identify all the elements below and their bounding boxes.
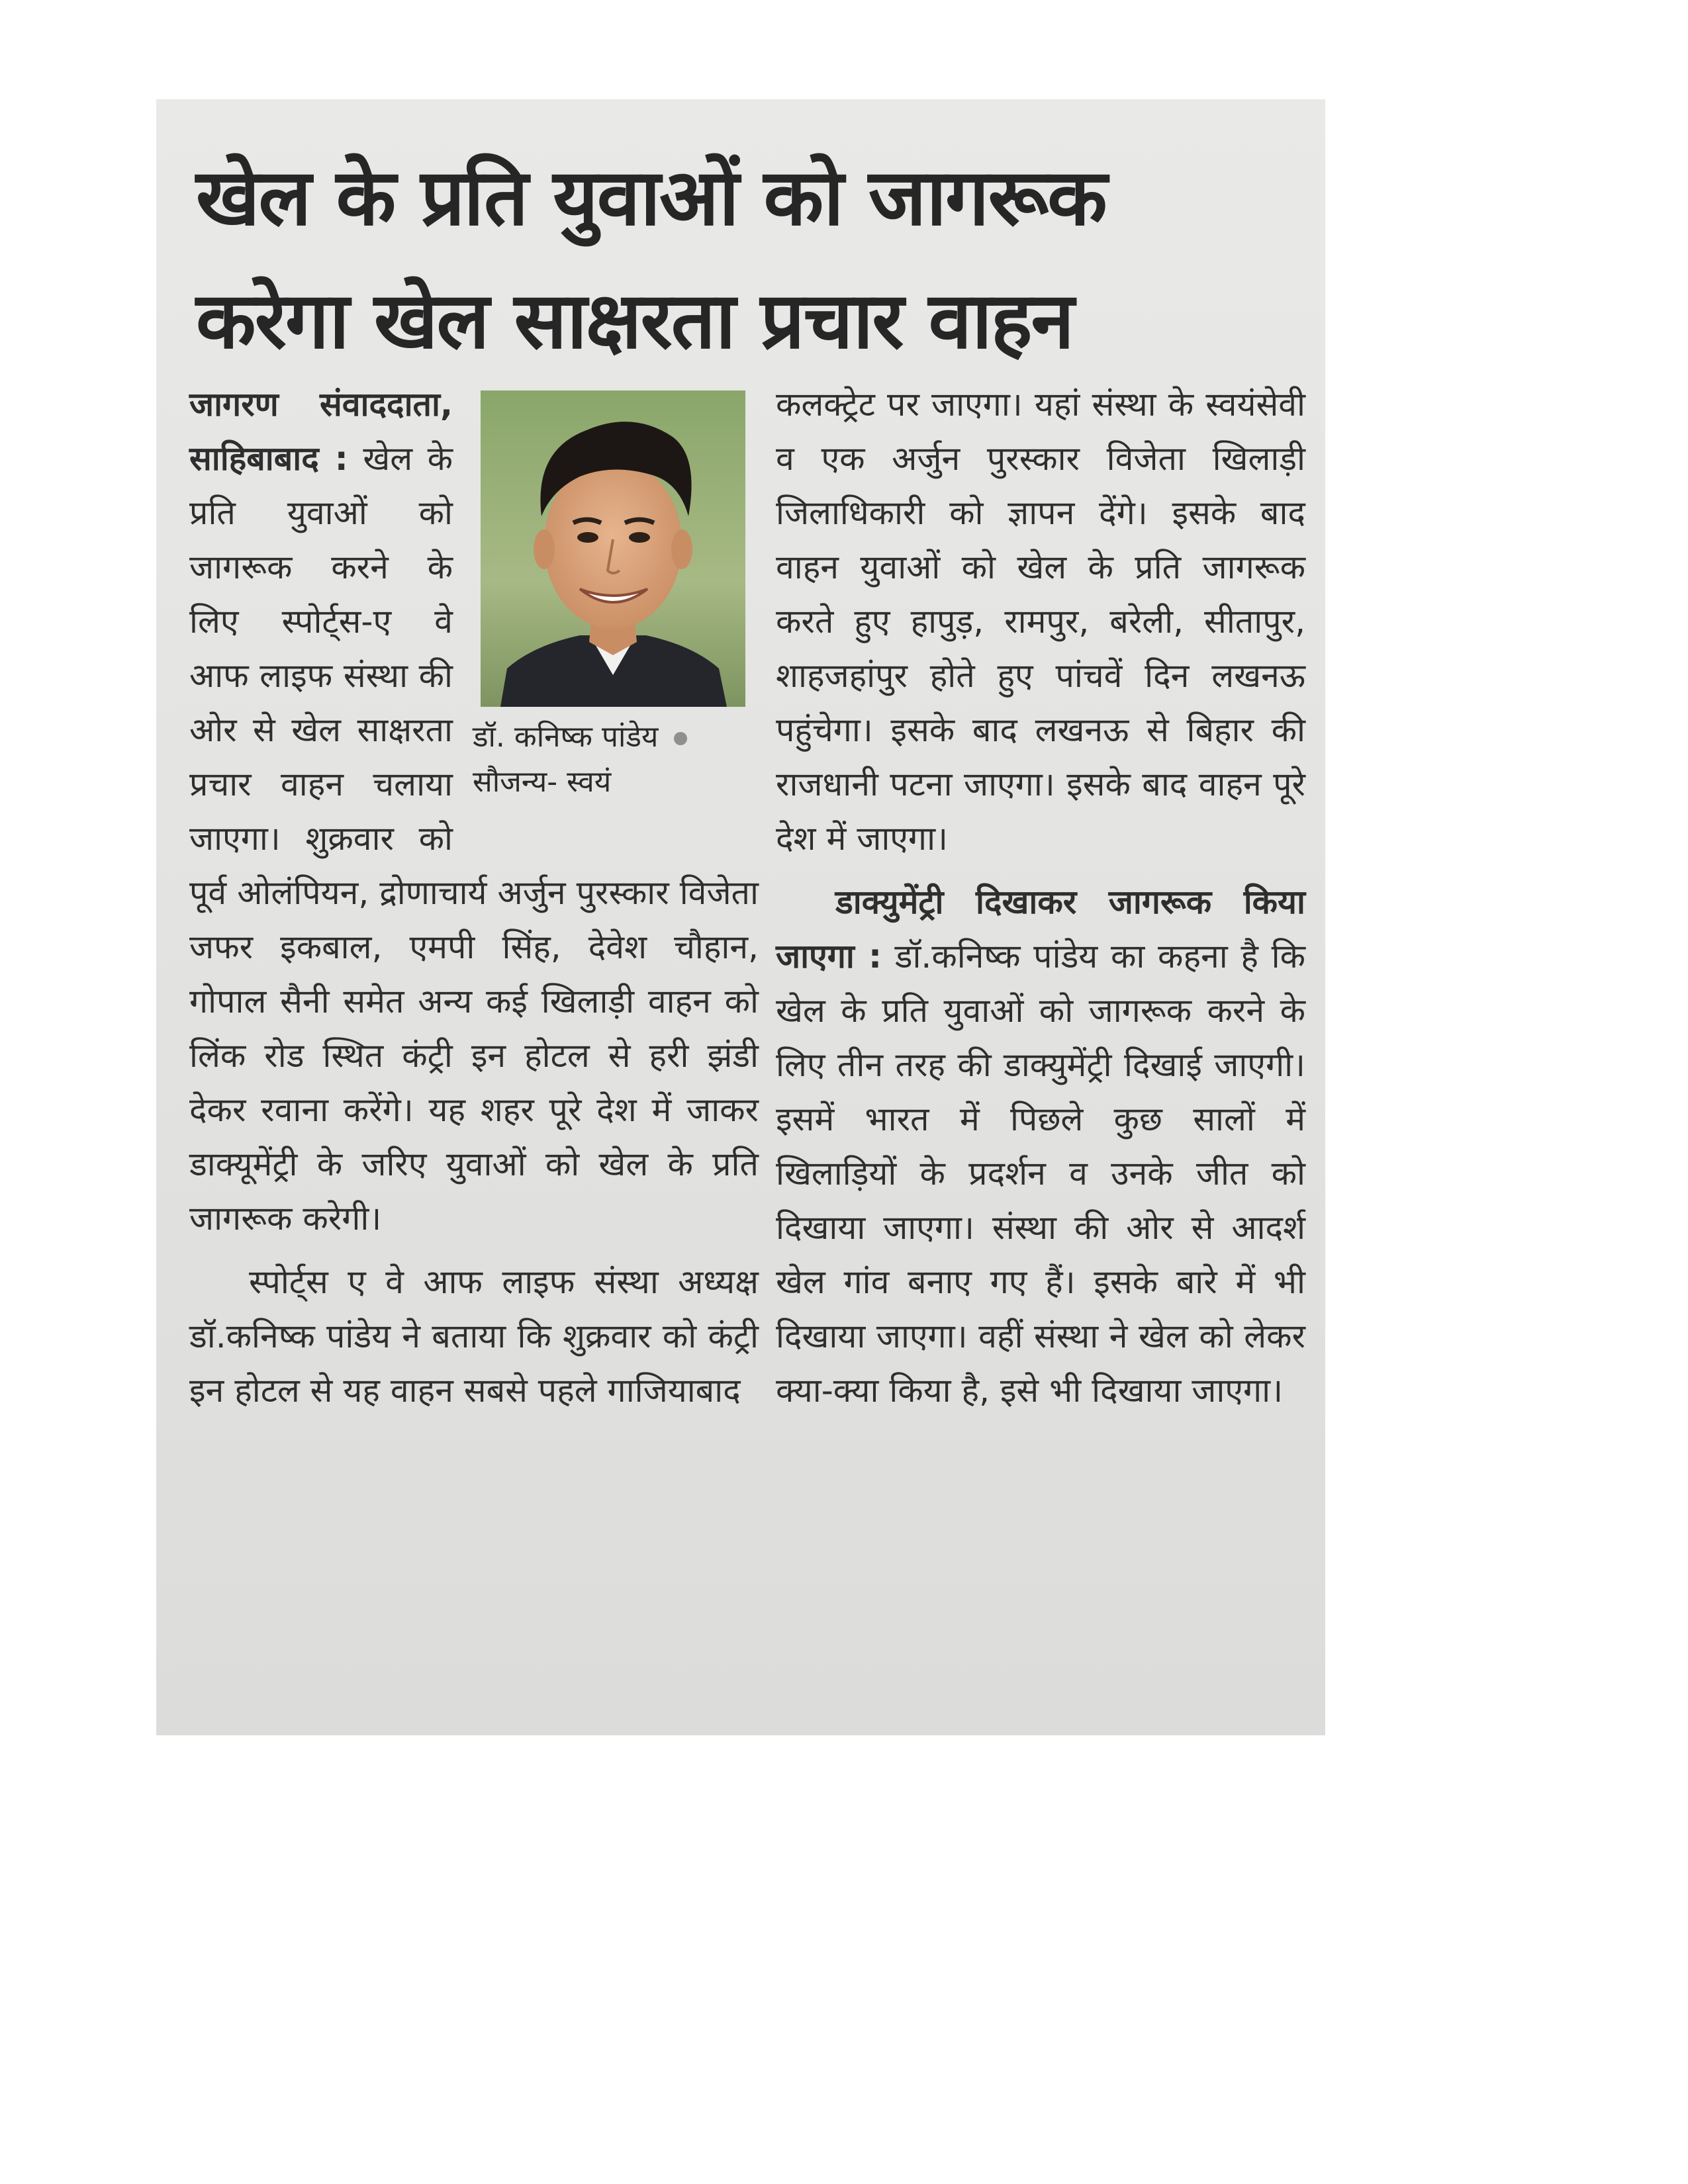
paragraph-3-text: डॉ.कनिष्क पांडेय का कहना है कि खेल के प्रति युवाओं को जागरूक करने के लिए तीन तरह की डाक्युमेंट्री दिखाई जाएगी। इसमें भारत में पिछले कुछ सालों में खिलाड़ियों के प्रदर्शन व उनके जीत को दिखाया जाएगा। संस्था की ओर से आदर्श खेल गांव बनाए गए हैं। इसके बारे में भी दिखाया जाएगा। वहीं संस्था ने खेल को लेकर क्या-क्या किया है, इसे भी दिखाया जाएगा। [776, 937, 1305, 1410]
paragraph-1-text: खेल के प्रति युवाओं को जागरूक करने के लिए स्पोर्ट्स-ए वे आफ लाइफ संस्था की ओर से खेल साक्षरता प्रचार वाहन चलाया जाएगा। शुक्रवार को पूर्व ओलंपियन, द्रोणाचार्य अर्जुन पुरस्कार विजेता जफर इकबाल, एमपी सिंह, देवेश चौहान, गोपाल सैनी समेत अन्य कई खिलाड़ी वाहन को लिंक रोड स्थित कंट्री इन होटल से हरी झंडी देकर रवाना करेंगे। यह शहर पूरे देश में जाकर डाक्यूमेंट्री के जरिए युवाओं को खेल के प्रति जागरूक करेगी। [189, 439, 759, 1238]
headline-line-1: खेल के प्रति युवाओं को जागरूक [196, 152, 1106, 243]
paragraph-3 [776, 875, 1305, 1418]
right-column [776, 377, 1305, 1418]
left-column [189, 377, 759, 1418]
caption-name: डॉ. कनिष्क पांडेय [473, 720, 659, 754]
photo-block [473, 377, 759, 813]
headline [196, 136, 1295, 382]
portrait-photo [481, 390, 745, 707]
bullet-dot-icon [674, 732, 687, 745]
headline-line-2: करेगा खेल साक्षरता प्रचार वाहन [196, 275, 1073, 366]
dateline: जागरण संवाददाता, साहिबाबाद : [189, 385, 453, 478]
paragraph-2-part-1 [189, 1255, 759, 1418]
paragraph-2-text-left: स्पोर्ट्स ए वे आफ लाइफ संस्था अध्यक्ष डॉ.कनिष्क पांडेय ने बताया कि शुक्रवार को कंट्री इन होटल से यह वाहन सबसे पहले गाजियाबाद [189, 1263, 759, 1410]
paragraph-2-part-2 [776, 377, 1305, 866]
caption-credit: सौजन्य- स्वयं [473, 765, 612, 799]
paragraph-2-text-right: कलक्ट्रेट पर जाएगा। यहां संस्था के स्वयंसेवी व एक अर्जुन पुरस्कार विजेता खिलाड़ी जिलाधिकारी को ज्ञापन देंगे। इसके बाद वाहन युवाओं को खेल के प्रति जागरूक करते हुए हापुड़, रामपुर, बरेली, सीतापुर, शाहजहांपुर होते हुए पांचवें दिन लखनऊ पहुंचेगा। इसके बाद लखनऊ से बिहार की राजधानी पटना जाएगा। इसके बाद वाहन पूरे देश में जाएगा। [776, 385, 1305, 858]
subheading: डाक्युमेंट्री दिखाकर जागरूक किया जाएगा : [776, 883, 1305, 976]
photo-caption [473, 715, 759, 805]
newspaper-clipping [156, 99, 1325, 1735]
